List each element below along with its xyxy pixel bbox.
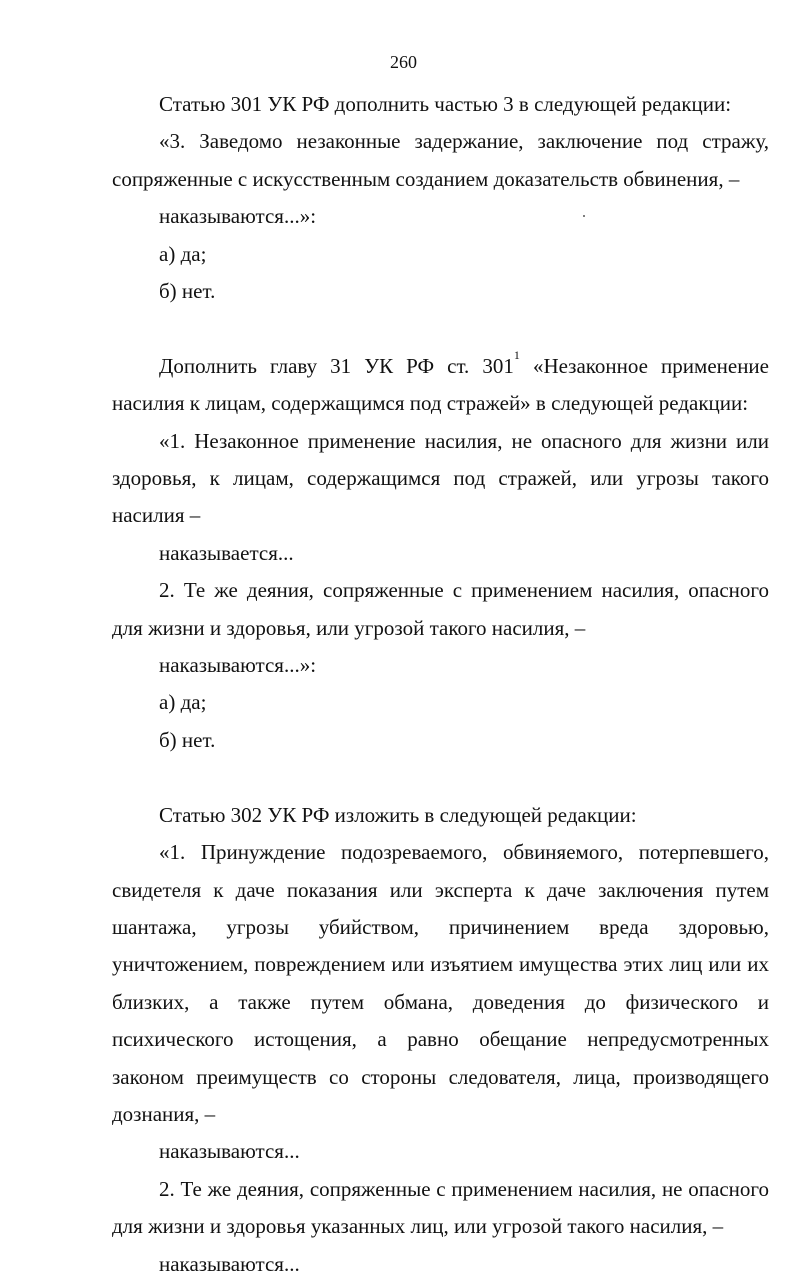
paragraph: «3. Заведомо незаконные задержание, заключение под стражу, сопряженные с искусственным созданием доказательств обвинения, –	[112, 129, 769, 191]
paragraph-text-after-sup: «Незаконное применение насилия к лицам, содержащимся под стражей» в следующей редакции:	[112, 353, 769, 416]
paragraph: 2. Те же деяния, сопряженные с применением насилия, опасного для жизни и здоровья, или угрозой такого насилия, –	[112, 578, 769, 640]
page-number: 260	[390, 52, 417, 72]
paragraph: «1. Незаконное применение насилия, не опасного для жизни или здоровья, к лицам, содержащимся под стражей, или угрозы такого насилия –	[112, 428, 769, 528]
paragraph: Статью 302 УК РФ изложить в следующей редакции:	[159, 802, 637, 827]
paragraph: а) да;	[159, 690, 207, 715]
paragraph: «1. Принуждение подозреваемого, обвиняемого, потерпевшего, свидетеля к даче показания или эксперта к даче заключения путем шантажа, угрозы убийством, причинением вреда здоровью, уничтожением, повреждением или изъятием имущества этих лиц или их близких, а также путем обмана, доведения до физического и психического истощения, а равно обещание непредусмотренных законом преимуществ со стороны следователя, лица, производящего дознания, –	[112, 840, 769, 1126]
paragraph: наказываются...	[159, 1251, 300, 1276]
paragraph-text-before-sup: Дополнить главу 31 УК РФ ст. 301	[159, 353, 514, 378]
paragraph: наказываются...	[159, 1139, 300, 1164]
paragraph: б) нет.	[159, 727, 216, 752]
paragraph: Статью 301 УК РФ дополнить частью 3 в следующей редакции:	[159, 92, 732, 116]
paragraph: наказывается...	[159, 540, 294, 565]
paragraph-with-superscript	[112, 348, 769, 423]
paragraph: б) нет.	[159, 279, 216, 304]
document-body	[112, 86, 769, 1283]
paragraph: наказываются...»:	[159, 204, 317, 229]
paragraph: наказываются...»:	[159, 653, 317, 678]
superscript: 1	[513, 347, 520, 362]
paragraph: 2. Те же деяния, сопряженные с применением насилия, не опасного для жизни и здоровья указанных лиц, или угрозой такого насилия, –	[112, 1176, 769, 1239]
paragraph: а) да;	[159, 241, 207, 266]
